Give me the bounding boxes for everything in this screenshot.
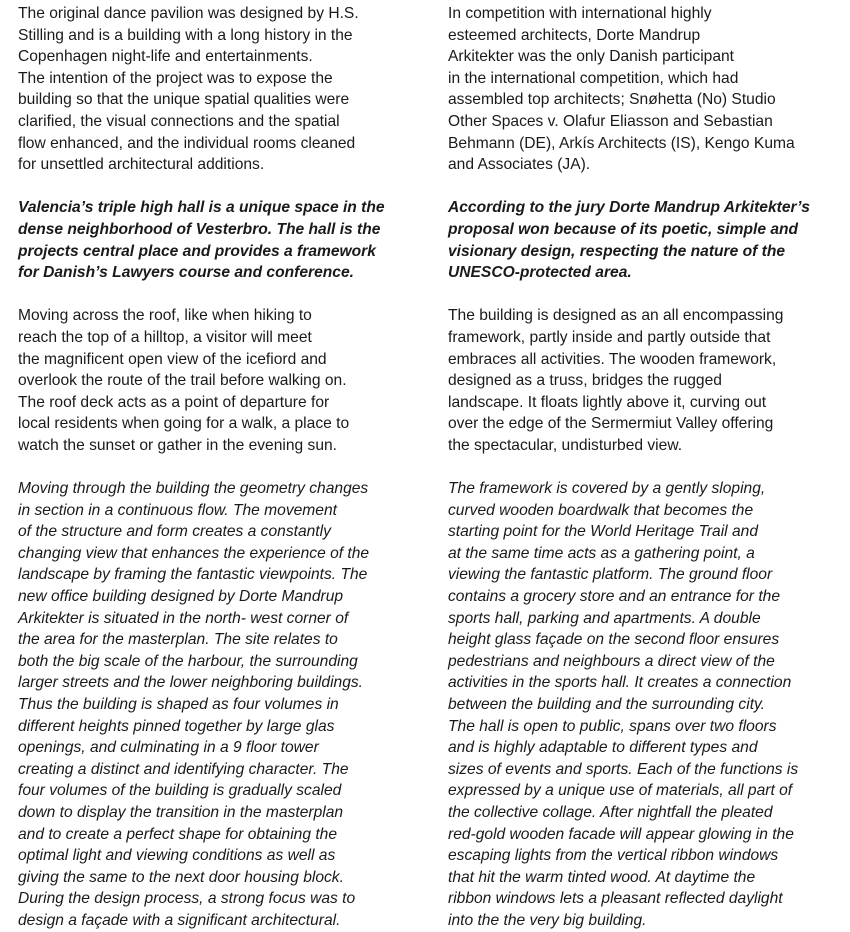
right-paragraph-3 — [448, 305, 850, 456]
text-line: Moving through the building the geometry changes — [18, 480, 369, 498]
text-line: between the building and the surrounding city. — [448, 696, 765, 713]
text-line: dense neighborhood of Vesterbro. The hall is the — [18, 220, 381, 238]
text-line: changing view that enhances the experience of the — [18, 544, 370, 562]
text-line: down to display the transition in the masterplan — [18, 803, 344, 821]
text-line: embraces all activities. The wooden framework, — [448, 350, 777, 368]
text-line: optimal light and viewing conditions as well as — [18, 847, 336, 865]
text-line: escaping lights from the vertical ribbon windows — [448, 847, 779, 865]
text-line: Arkitekter is situated in the north- west corner of — [18, 609, 349, 627]
text-line: Valencia’s triple high hall is a unique space in the — [18, 199, 385, 217]
left-paragraph-3 — [18, 305, 438, 456]
text-line: Arkitekter was the only Danish participant — [448, 48, 735, 66]
text-line: four volumes of the building is gradually scaled — [18, 782, 342, 800]
text-line: height glass façade on the second floor ensures — [448, 631, 780, 649]
text-line: sizes of events and sports. Each of the functions is — [448, 760, 799, 778]
left-paragraph-4 — [18, 478, 438, 931]
text-line: The original dance pavilion was designed by H.S. — [18, 5, 359, 22]
text-line: The intention of the project was to expose the — [18, 69, 333, 87]
text-line: esteemed architects, Dorte Mandrup — [448, 26, 701, 44]
text-line: viewing the fantastic platform. The ground floor — [448, 566, 773, 584]
text-line: sports hall, parking and apartments. A double — [448, 609, 761, 627]
text-line: openings, and culminating in a 9 floor tower — [18, 739, 319, 757]
text-line: building so that the unique spatial qualities were — [18, 91, 350, 109]
text-line: Stilling and is a building with a long history in the — [18, 26, 353, 44]
text-line: different heights pinned together by large glas — [18, 717, 335, 735]
text-line: larger streets and the lower neighboring buildings. — [18, 674, 364, 692]
text-line: over the edge of the Sermermiut Valley offering — [448, 415, 774, 433]
text-line: During the design process, a strong focus was to — [18, 890, 356, 908]
left-paragraph-2 — [18, 197, 438, 283]
text-line: red-gold wooden facade will appear glowing in the — [448, 825, 794, 843]
text-line: starting point for the World Heritage Trail and — [448, 523, 758, 541]
text-line: expressed by a unique use of materials, all part of — [448, 782, 793, 800]
text-line: that hit the warm tinted wood. At daytime the — [448, 868, 756, 886]
text-line: local residents when going for a walk, a place to — [18, 415, 350, 433]
text-line: UNESCO-protected area. — [448, 264, 632, 282]
text-line: the magnificent open view of the icefiord and — [18, 350, 327, 368]
text-line: both the big scale of the harbour, the surrounding — [18, 652, 358, 670]
text-line: of the structure and form creates a constantly — [18, 523, 331, 541]
text-line: Moving across the roof, like when hiking to — [18, 307, 312, 325]
right-paragraph-4 — [448, 478, 850, 931]
text-line: in section in a continuous flow. The movement — [18, 501, 337, 519]
text-line: landscape. It floats lightly above it, curving out — [448, 393, 767, 411]
text-line: The framework is covered by a gently sloping, — [448, 480, 766, 498]
text-line: assembled top architects; Snøhetta (No) Studio — [448, 91, 776, 109]
text-line: activities in the sports hall. It creates a connection — [448, 674, 792, 692]
text-line: the area for the masterplan. The site relates to — [18, 631, 338, 649]
text-line: flow enhanced, and the individual rooms cleaned — [18, 134, 356, 152]
text-line: landscape by framing the fantastic viewpoints. The — [18, 566, 368, 584]
text-line: In competition with international highly — [448, 5, 712, 22]
text-line: framework, partly inside and partly outside that — [448, 328, 771, 346]
text-line: The hall is open to public, spans over two floors — [448, 717, 777, 735]
text-line: Copenhagen night-life and entertainments. — [18, 48, 313, 66]
text-line: and to create a perfect shape for obtaining the — [18, 825, 338, 843]
text-line: curved wooden boardwalk that becomes the — [448, 501, 754, 519]
right-paragraph-2 — [448, 197, 850, 283]
text-line: contains a grocery store and an entrance for the — [448, 588, 780, 606]
text-line: in the international competition, which had — [448, 69, 739, 87]
text-line: ribbon windows lets a pleasant reflected daylight — [448, 890, 783, 908]
text-line: at the same time acts as a gathering point, a — [448, 544, 755, 562]
text-line: reach the top of a hilltop, a visitor will meet — [18, 328, 312, 346]
text-line: Behmann (DE), Arkís Architects (IS), Kengo Kuma — [448, 134, 795, 152]
text-line: the spectacular, undisturbed view. — [448, 436, 683, 454]
text-line: The building is designed as an all encompassing — [448, 307, 784, 325]
text-line: into the the very big building. — [448, 911, 647, 929]
text-line: Thus the building is shaped as four volumes in — [18, 696, 339, 713]
text-line: giving the same to the next door housing block. — [18, 868, 344, 886]
text-line: pedestrians and neighbours a direct view of the — [448, 652, 775, 670]
text-line: designed as a truss, bridges the rugged — [448, 372, 722, 390]
text-line: the collective collage. After nightfall the pleated — [448, 803, 773, 821]
left-column — [18, 3, 438, 932]
text-line: proposal won because of its poetic, simple and — [448, 220, 799, 238]
right-column — [448, 3, 850, 932]
text-line: for Danish’s Lawyers course and conference. — [18, 264, 354, 282]
text-line: visionary design, respecting the nature of the — [448, 242, 786, 260]
text-line: projects central place and provides a framework — [18, 242, 376, 260]
text-line: and Associates (JA). — [448, 156, 591, 174]
left-paragraph-1 — [18, 3, 438, 176]
text-line: According to the jury Dorte Mandrup Arkitekter’s — [448, 199, 810, 217]
text-line: creating a distinct and identifying character. The — [18, 760, 349, 778]
right-paragraph-1 — [448, 3, 850, 176]
text-line: Other Spaces v. Olafur Eliasson and Sebastian — [448, 112, 773, 130]
text-line: new office building designed by Dorte Mandrup — [18, 588, 344, 606]
text-line: design a façade with a significant architectural. — [18, 911, 341, 929]
text-line: watch the sunset or gather in the evening sun. — [18, 436, 338, 454]
text-line: overlook the route of the trail before walking on. — [18, 372, 347, 390]
text-line: The roof deck acts as a point of departure for — [18, 393, 330, 411]
text-line: for unsettled architectural additions. — [18, 156, 265, 174]
text-line: clarified, the visual connections and the spatial — [18, 112, 340, 130]
text-line: and is highly adaptable to different types and — [448, 739, 758, 757]
